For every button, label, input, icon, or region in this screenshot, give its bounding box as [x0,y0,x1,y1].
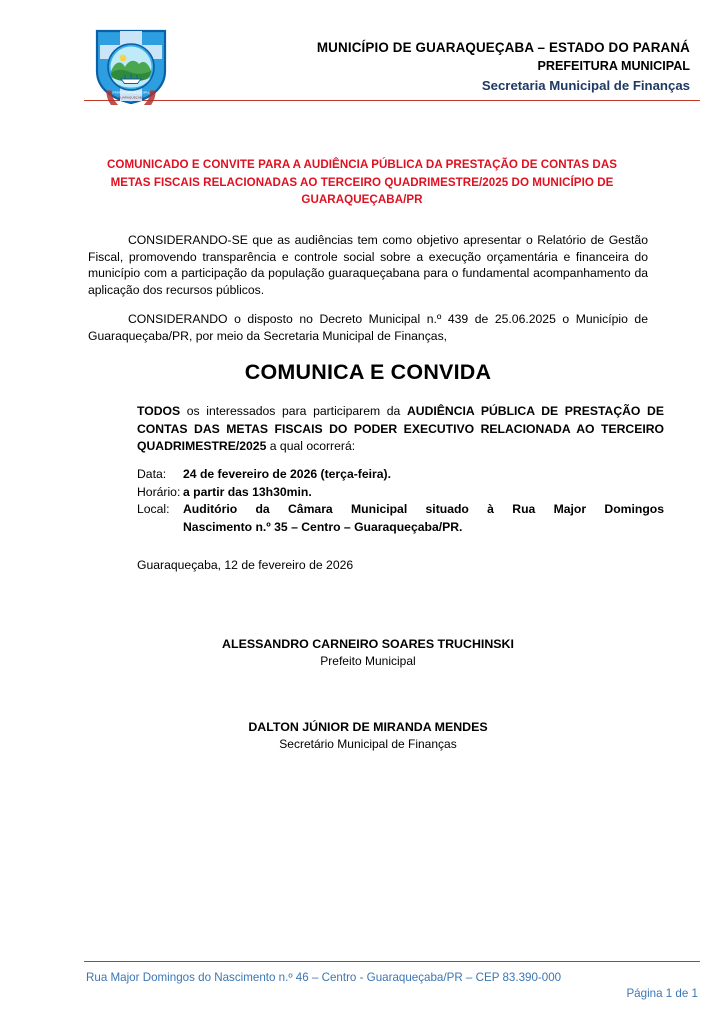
event-details-block [137,466,664,536]
detail-value-data: 24 de fevereiro de 2026 (terça-feira). [183,467,391,481]
detail-label-local: Local: [137,502,170,517]
invitation-audiencia: AUDIÊNCIA PÚBLICA DE PRESTAÇÃO DE CONTAS DAS METAS FISCAIS DO PODER EXECUTIVO RELACIONADA AO TERCEIRO QUADRIMESTRE/2025 [137,404,664,454]
guaraquecaba-coat-of-arms-icon [93,27,169,105]
footer-address: Rua Major Domingos do Nascimento n.º 46 – Centro - Guaraqueçaba/PR – CEP 83.390-000 [86,971,562,984]
detail-row-data [137,466,664,484]
detail-value-horario: a partir das 13h30min. [183,484,312,499]
footer-page-number: Página 1 de 1 [626,987,698,1000]
city-and-date: Guaraqueçaba, 12 de fevereiro de 2026 [137,558,354,572]
signature-role-prefeito: Prefeito Municipal [320,654,416,668]
paragraph-considerando-text: CONSIDERANDO o disposto no Decreto Municipal n.º 439 de 25.06.2025 o Município de Guaraqueçaba/PR, por meio da Secretaria Municipal de Finanças, [88,312,648,343]
header-divider-rule [84,100,700,101]
detail-value-local: Auditório da Câmara Municipal situado à Rua Major Domingos [183,502,664,517]
footer-divider-rule [84,961,700,962]
signature-role-secretario: Secretário Municipal de Finanças [279,737,457,751]
document-header [0,0,724,112]
signature-name-prefeito: ALESSANDRO CARNEIRO SOARES TRUCHINSKI [222,637,514,651]
detail-label-horario: Horário: [137,484,181,499]
svg-text:GUARAQUEÇABA: GUARAQUEÇABA [117,95,145,100]
header-title-block [190,38,690,95]
header-prefeitura-line: PREFEITURA MUNICIPAL [537,59,690,73]
paragraph-invitation [137,403,664,456]
invitation-tail: a qual ocorrerá: [266,439,356,454]
signature-name-secretario: DALTON JÚNIOR DE MIRANDA MENDES [248,720,488,734]
paragraph-considerando-se [88,232,648,298]
detail-value-local-continued: Nascimento n.º 35 – Centro – Guaraqueçaba/PR. [183,519,463,534]
svg-text:PREFEITURA MUNICIPAL: PREFEITURA MUNICIPAL [112,90,150,95]
document-title: COMUNICADO E CONVITE PARA A AUDIÊNCIA PÚBLICA DA PRESTAÇÃO DE CONTAS DAS METAS FISCAIS RELACIONADAS AO TERCEIRO QUADRIMESTRE/2025 DO MUNICÍPIO DE GUARAQUEÇABA/PR [106,158,618,206]
paragraph-considerando-se-text: CONSIDERANDO-SE que as audiências tem como objetivo apresentar o Relatório de Gestão Fiscal, promovendo transparência e controle social sobre a execução orçamentária e financeira do município com a participação da população guaraqueçabana para o fundamental acompanhamento da aplicação dos recursos públicos. [88,233,648,297]
invitation-todos: TODOS [137,404,181,418]
detail-label-data: Data: [137,467,167,481]
comunica-e-convida-heading: COMUNICA E CONVIDA [244,360,492,384]
detail-row-horario [137,484,664,502]
detail-row-local [137,501,664,519]
signature-block-prefeito [88,636,648,670]
paragraph-considerando [88,311,648,344]
header-municipality-line: MUNICÍPIO DE GUARAQUEÇABA – ESTADO DO PARANÁ [316,40,690,55]
invitation-lead: os interessados para participarem da [180,404,407,418]
signature-block-secretario [88,719,648,753]
header-secretaria-line: Secretaria Municipal de Finanças [481,78,690,93]
